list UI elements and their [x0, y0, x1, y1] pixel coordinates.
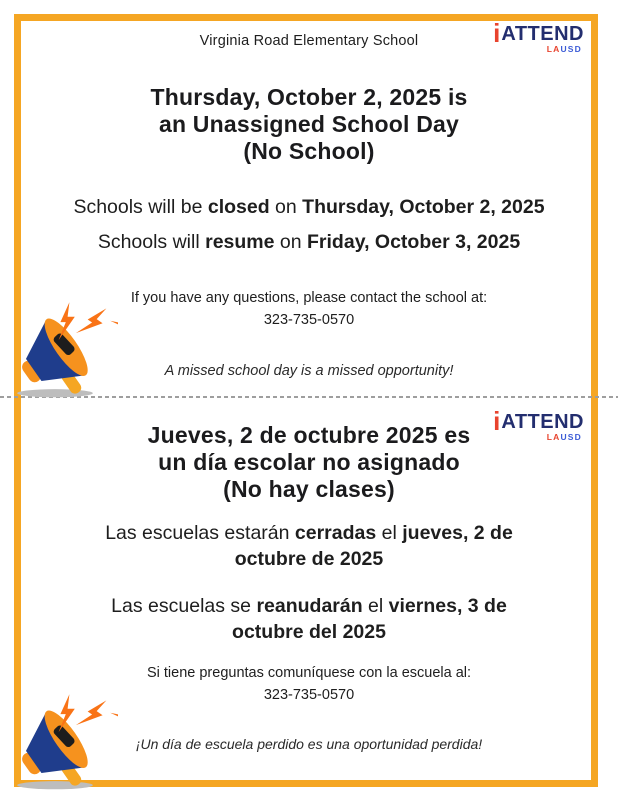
iattend-lausd-logo — [493, 406, 584, 442]
logo-lausd-text: LAUSD — [546, 43, 582, 54]
spanish-tagline: ¡Un día de escuela perdido es una oportunidad perdida! — [135, 736, 483, 752]
spanish-title-line3: (No hay clases) — [223, 476, 395, 502]
spanish-contact-line: Si tiene preguntas comuníquese con la escuela al: — [146, 665, 472, 681]
spanish-title-line2: un día escolar no asignado — [158, 449, 460, 475]
logo-attend-text: ATTEND — [501, 22, 584, 45]
english-closed-line: Schools will be closed on Thursday, October 2, 2025 — [73, 196, 545, 218]
iattend-wordmark — [493, 406, 584, 436]
school-name: Virginia Road Elementary School — [199, 33, 419, 49]
logo-i-letter: i — [493, 18, 501, 48]
logo-lausd-text: LAUSD — [546, 431, 582, 442]
logo-i-letter: i — [493, 406, 501, 436]
english-title-line3: (No School) — [243, 138, 375, 164]
spanish-resume-line: Las escuelas se reanudarán el viernes, 3 de octubre del 2025 — [111, 595, 507, 643]
english-title-line2: an Unassigned School Day — [158, 111, 460, 137]
english-contact-line: If you have any questions, please contact the school at: — [130, 290, 488, 306]
english-title — [0, 84, 618, 165]
english-phone-number: 323-735-0570 — [263, 312, 355, 328]
megaphone-icon — [10, 692, 118, 792]
logo-attend-text: ATTEND — [501, 410, 584, 433]
spanish-closed-line: Las escuelas estarán cerradas el jueves, 2 de octubre de 2025 — [105, 522, 513, 570]
iattend-lausd-logo — [493, 18, 584, 54]
english-tagline: A missed school day is a missed opportunity! — [164, 363, 454, 379]
spanish-phone-number: 323-735-0570 — [263, 687, 355, 703]
iattend-wordmark — [493, 18, 584, 48]
english-title-line1: Thursday, October 2, 2025 is — [150, 84, 468, 110]
spanish-title-line1: Jueves, 2 de octubre 2025 es — [147, 422, 471, 448]
english-resume-line: Schools will resume on Friday, October 3, 2025 — [97, 231, 521, 253]
megaphone-icon — [10, 300, 118, 400]
